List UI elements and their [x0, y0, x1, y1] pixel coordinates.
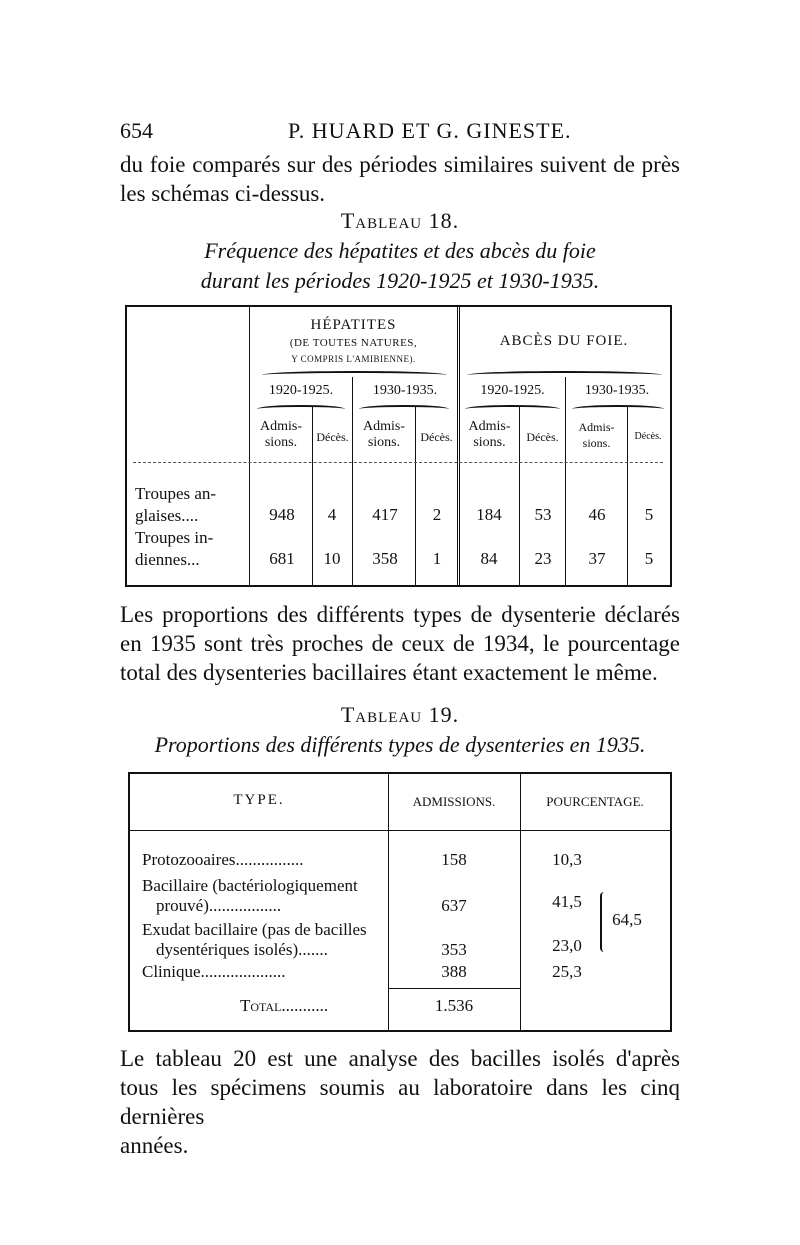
col-admis-l2: sions.	[473, 435, 506, 450]
cell: 2	[432, 505, 442, 524]
period-header: 1930-1935.	[372, 383, 438, 398]
cell: 184	[476, 505, 502, 524]
period-brace	[257, 405, 345, 413]
col-admis-l1: Admis-	[578, 420, 615, 434]
abces-title: ABCÈS DU FOIE.	[499, 333, 629, 349]
total-rule	[388, 988, 520, 989]
total-label: Total...........	[240, 996, 329, 1015]
cell: 5	[644, 549, 654, 568]
col-deces: Décès.	[634, 431, 662, 442]
type-row: Clinique....................	[142, 962, 286, 981]
period-header: 1930-1935.	[584, 383, 650, 398]
table18-subtitle-1: Fréquence des hépatites et des abcès du foie	[204, 238, 596, 263]
table18-subtitle-2: durant les périodes 1920-1925 et 1930-1935.	[200, 268, 600, 293]
admissions-cell: 158	[441, 850, 467, 869]
percent-cell: 41,5	[552, 892, 582, 911]
row-label-l1: Troupes an-	[135, 484, 217, 503]
paragraph-line: Le tableau 20 est une analyse des bacilles isolés d'après	[120, 1046, 680, 1071]
cell: 10	[323, 549, 341, 568]
hepatites-sub1: (DE TOUTES NATURES,	[289, 337, 418, 349]
type-row-l2: dysentériques isolés).......	[156, 940, 328, 959]
cell: 53	[534, 505, 552, 524]
header-separator	[133, 462, 663, 463]
col-admissions	[566, 419, 627, 451]
table19-heading	[120, 702, 680, 758]
type-row-l1: Bacillaire (bactériologiquement	[142, 876, 358, 895]
paragraph-line: les schémas ci-dessus.	[120, 181, 326, 206]
group-brace	[262, 371, 447, 379]
row-label-l2: diennes...	[135, 550, 200, 569]
col-admis-l2: sions.	[367, 435, 401, 450]
header-percent: POURCENTAGE.	[546, 794, 644, 809]
admissions-cell: 388	[441, 962, 467, 981]
hepatites-title: HÉPATITES	[310, 317, 397, 333]
period-header: 1920-1925.	[268, 383, 334, 398]
period-brace	[359, 405, 449, 413]
table18-caption: Tableau 18.	[340, 208, 460, 233]
page-number: 654	[120, 118, 153, 143]
cell: 948	[269, 505, 295, 524]
paragraph-line: années.	[120, 1133, 189, 1158]
col-admis-l2: sions.	[582, 436, 611, 450]
paragraph-1	[120, 150, 680, 208]
table19-caption: Tableau 19.	[340, 702, 460, 727]
col-deces: Décès.	[420, 430, 453, 444]
column-rule	[388, 774, 389, 1030]
col-deces: Décès.	[316, 430, 349, 444]
total-value: 1.536	[434, 996, 474, 1015]
col-admissions	[460, 419, 519, 451]
header-rule	[130, 830, 670, 831]
cell: 417	[372, 505, 398, 524]
table19-subtitle: Proportions des différents types de dysenteries en 1935.	[154, 732, 646, 757]
col-deces: Décès.	[526, 430, 559, 444]
col-admissions	[250, 419, 312, 451]
cell: 5	[644, 505, 654, 524]
cell: 84	[480, 549, 498, 568]
period-brace	[465, 405, 560, 413]
hepatites-sub2: Y COMPRIS L'AMIBIENNE).	[291, 354, 416, 364]
bracket-total: 64,5	[612, 910, 642, 929]
paragraph-line: Les proportions des différents types de dysenterie déclarés	[120, 602, 680, 627]
paragraph-line: tous les spécimens soumis au laboratoire dans les cinq dernières	[120, 1075, 680, 1129]
cell: 681	[269, 549, 295, 568]
cell: 1	[432, 549, 442, 568]
col-admis-l1: Admis-	[363, 419, 405, 434]
cell: 23	[534, 549, 552, 568]
cell: 46	[588, 505, 606, 524]
column-rule	[520, 774, 521, 1030]
paragraph-2	[120, 600, 680, 687]
row-label	[135, 527, 250, 571]
percent-cell: 10,3	[552, 850, 582, 869]
paragraph-3	[120, 1044, 680, 1160]
period-brace	[572, 405, 664, 413]
cell: 37	[588, 549, 606, 568]
type-row	[142, 876, 387, 916]
group-brace	[467, 371, 662, 379]
type-row: Protozooaires................	[142, 850, 304, 869]
table-19	[128, 772, 672, 1032]
cell: 4	[327, 505, 337, 524]
admissions-cell: 353	[441, 940, 467, 959]
cell: 358	[372, 549, 398, 568]
paragraph-line: en 1935 sont très proches de ceux de 1934, le pourcentage	[120, 631, 680, 656]
table-18	[125, 305, 672, 587]
running-title: P. HUARD ET G. GINESTE.	[288, 118, 572, 143]
row-label-l2: glaises....	[135, 506, 199, 525]
table18-heading	[120, 208, 680, 294]
paragraph-line: du foie comparés sur des périodes similaires suivent de près	[120, 152, 680, 177]
row-label	[135, 483, 250, 527]
admissions-cell: 637	[441, 896, 467, 915]
type-row	[142, 920, 387, 960]
paragraph-line: total des dysenteries bacillaires étant exactement le même.	[120, 660, 658, 685]
type-row-l2: prouvé).................	[156, 896, 282, 915]
percent-cell: 23,0	[552, 936, 582, 955]
col-admis-l1: Admis-	[468, 419, 511, 434]
type-row-l1: Exudat bacillaire (pas de bacilles	[142, 920, 367, 939]
col-admis-l2: sions.	[264, 435, 298, 450]
period-header: 1920-1925.	[480, 383, 545, 398]
col-admissions	[353, 419, 415, 451]
header-type: TYPE.	[233, 792, 285, 808]
header-admissions: ADMISSIONS.	[412, 794, 496, 809]
row-label-l1: Troupes in-	[135, 528, 214, 547]
percent-cell: 25,3	[552, 962, 582, 981]
col-admis-l1: Admis-	[260, 419, 302, 434]
